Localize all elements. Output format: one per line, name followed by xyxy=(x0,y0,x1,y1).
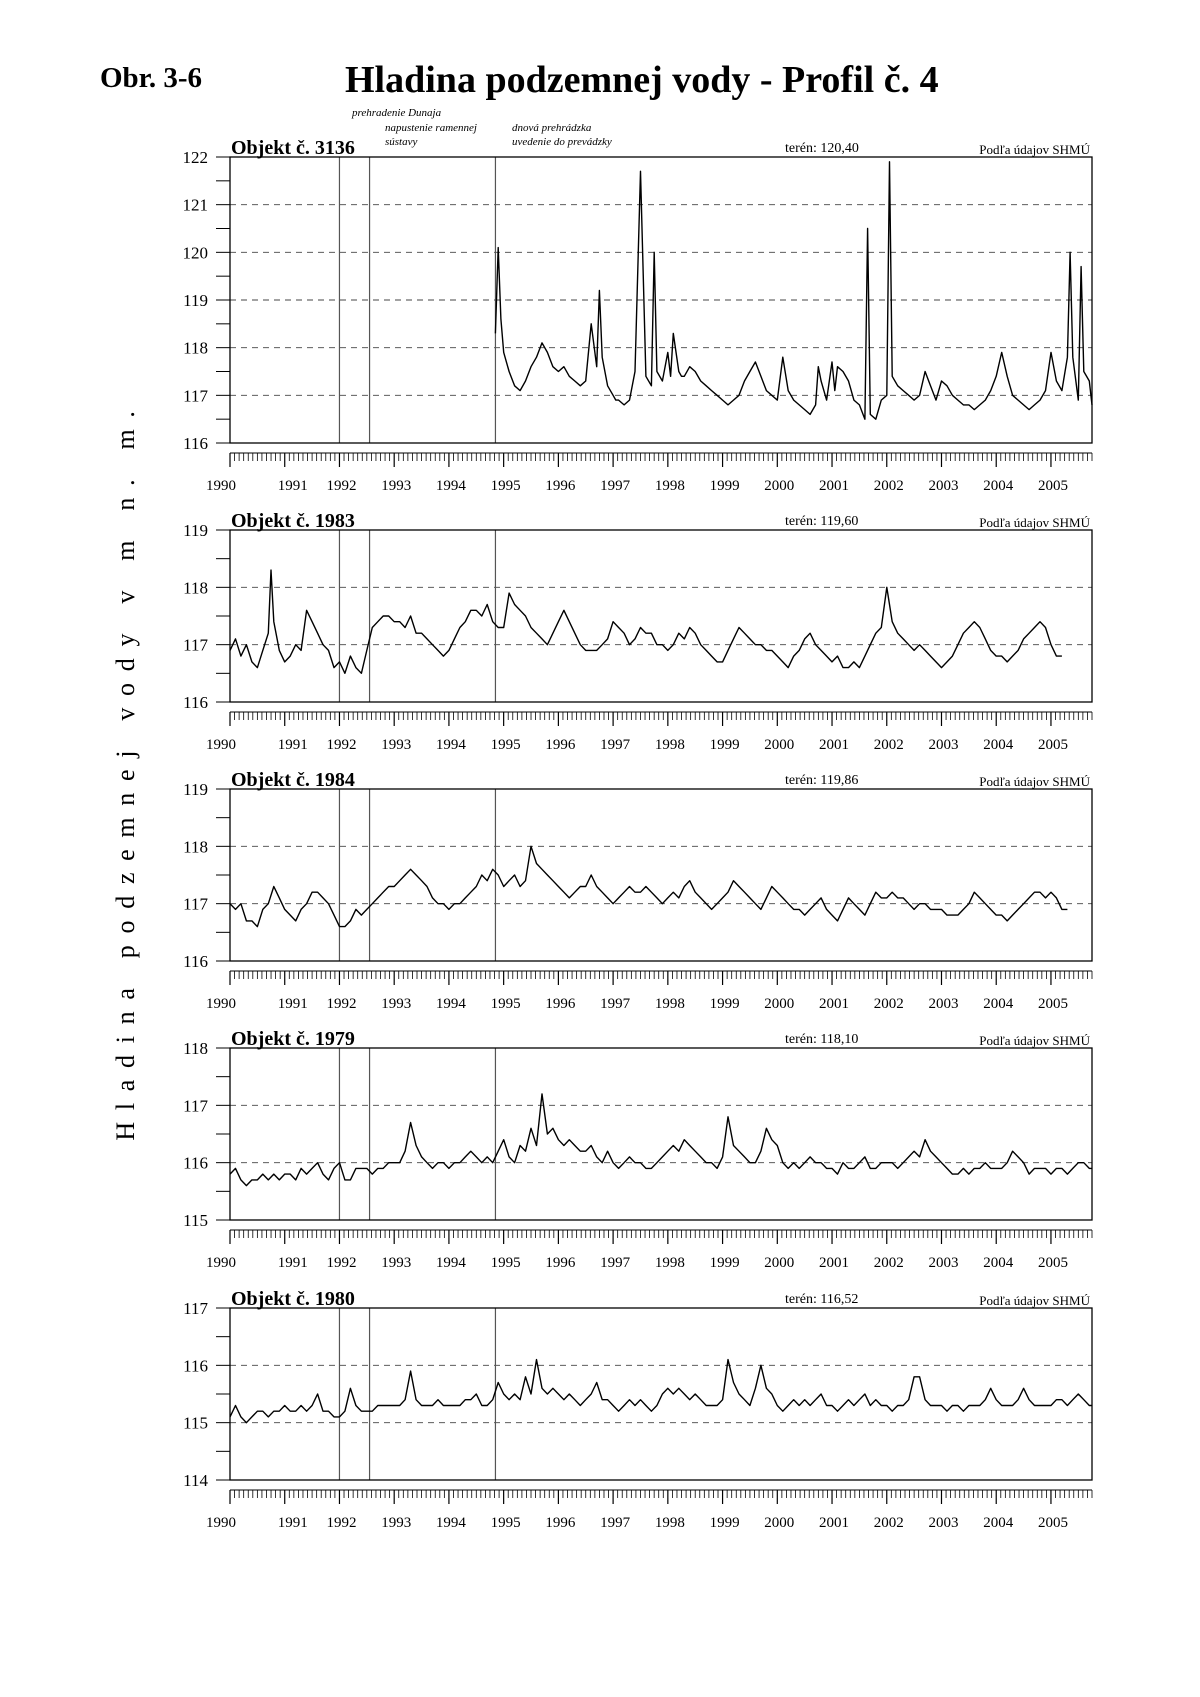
page-title: Hladina podzemnej vody - Profil č. 4 xyxy=(345,59,939,101)
event-label-prehradenie: prehradenie Dunaja xyxy=(352,107,442,119)
series-line xyxy=(230,1094,1092,1186)
y-tick-label: 115 xyxy=(183,1211,208,1230)
x-tick-label: 1999 xyxy=(709,996,740,1012)
y-tick-label: 117 xyxy=(183,1299,208,1318)
x-tick-label: 1997 xyxy=(600,478,631,494)
source-label: Podľa údajov SHMÚ xyxy=(979,1293,1090,1308)
chart-panel-1 xyxy=(183,137,1093,494)
event-label-dnova-2: uvedenie do prevádzky xyxy=(512,136,612,148)
x-tick-label: 1990 xyxy=(206,996,236,1012)
x-tick-label: 2001 xyxy=(819,478,850,494)
x-tick-label: 2005 xyxy=(1037,737,1068,753)
x-tick-label: 1995 xyxy=(490,1515,521,1531)
x-tick-label: 2000 xyxy=(764,737,795,753)
x-tick-label: 1996 xyxy=(545,996,576,1012)
x-tick-label: 2004 xyxy=(983,996,1014,1012)
terrain-label: terén: 116,52 xyxy=(785,1292,859,1307)
x-tick-label: 1990 xyxy=(206,1515,236,1531)
x-tick-label: 1997 xyxy=(600,1515,631,1531)
x-tick-label: 2000 xyxy=(764,1515,795,1531)
x-tick-label: 2002 xyxy=(873,1515,904,1531)
y-tick-label: 119 xyxy=(183,291,208,310)
x-tick-label: 1990 xyxy=(206,737,236,753)
x-tick-label: 2002 xyxy=(873,996,904,1012)
x-tick-label: 2004 xyxy=(983,1515,1014,1531)
x-tick-label: 2004 xyxy=(983,1255,1014,1271)
x-tick-label: 1997 xyxy=(600,1255,631,1271)
event-label-napustenie-1: napustenie ramennej xyxy=(385,122,477,134)
x-tick-label: 2000 xyxy=(764,478,795,494)
x-tick-label: 2002 xyxy=(873,478,904,494)
x-tick-label: 1993 xyxy=(381,737,412,753)
plot-frame xyxy=(230,789,1092,961)
y-tick-label: 116 xyxy=(183,1356,208,1376)
x-tick-label: 1996 xyxy=(545,1255,576,1271)
chart-panel-2 xyxy=(183,510,1092,753)
x-tick-label: 1993 xyxy=(381,1255,412,1271)
x-tick-label: 1991 xyxy=(277,1255,308,1271)
y-tick-label: 118 xyxy=(183,837,208,857)
x-tick-label: 1993 xyxy=(381,1515,412,1531)
x-tick-label: 2001 xyxy=(819,1255,850,1271)
y-axis-title: Hladina podzemnej vody v m n. m. xyxy=(111,399,140,1141)
x-tick-label: 2003 xyxy=(928,737,959,753)
terrain-label: terén: 119,60 xyxy=(785,514,859,529)
x-tick-label: 1993 xyxy=(381,996,412,1012)
x-tick-label: 1998 xyxy=(654,478,685,494)
x-tick-label: 1999 xyxy=(709,737,740,753)
event-label-napustenie-2: sústavy xyxy=(385,136,418,148)
x-tick-label: 1997 xyxy=(600,996,631,1012)
x-tick-label: 1994 xyxy=(435,1515,466,1531)
x-tick-label: 1996 xyxy=(545,478,576,494)
y-tick-label: 115 xyxy=(183,1413,208,1433)
x-tick-label: 1995 xyxy=(490,478,521,494)
y-tick-label: 119 xyxy=(183,780,208,799)
x-tick-label: 1998 xyxy=(654,737,685,753)
y-tick-label: 116 xyxy=(183,952,208,971)
x-tick-label: 1994 xyxy=(435,1255,466,1271)
x-tick-label: 1994 xyxy=(435,478,466,494)
x-tick-label: 2003 xyxy=(928,996,959,1012)
x-tick-label: 1993 xyxy=(381,478,412,494)
plot-frame xyxy=(230,530,1092,702)
x-tick-label: 2005 xyxy=(1037,1515,1068,1531)
x-tick-label: 1991 xyxy=(277,737,308,753)
terrain-label: terén: 119,86 xyxy=(785,773,859,788)
x-tick-label: 1992 xyxy=(326,478,357,494)
panel-title: Objekt č. 1983 xyxy=(231,510,355,532)
x-tick-label: 1990 xyxy=(206,478,236,494)
x-tick-label: 1997 xyxy=(600,737,631,753)
x-tick-label: 1994 xyxy=(435,996,466,1012)
source-label: Podľa údajov SHMÚ xyxy=(979,774,1090,789)
x-tick-label: 2005 xyxy=(1037,478,1068,494)
terrain-label: terén: 120,40 xyxy=(785,141,859,156)
x-tick-label: 1990 xyxy=(206,1255,236,1271)
y-tick-label: 118 xyxy=(183,338,208,358)
y-tick-label: 116 xyxy=(183,434,208,453)
event-annotations xyxy=(351,107,612,148)
y-tick-label: 116 xyxy=(183,693,208,712)
x-tick-label: 1992 xyxy=(326,996,357,1012)
chart-panel-4 xyxy=(183,1028,1092,1271)
y-tick-label: 118 xyxy=(183,1039,208,1058)
x-tick-label: 2001 xyxy=(819,996,850,1012)
x-tick-label: 1992 xyxy=(326,737,357,753)
x-tick-label: 1999 xyxy=(709,1255,740,1271)
panel-title: Objekt č. 1979 xyxy=(231,1028,355,1050)
figure-label: Obr. 3-6 xyxy=(100,62,203,94)
x-tick-label: 2004 xyxy=(983,478,1014,494)
x-tick-label: 2000 xyxy=(764,1255,795,1271)
series-line xyxy=(230,570,1062,673)
x-tick-label: 2002 xyxy=(873,1255,904,1271)
x-tick-label: 1991 xyxy=(277,1515,308,1531)
source-label: Podľa údajov SHMÚ xyxy=(979,1033,1090,1048)
panel-title: Objekt č. 3136 xyxy=(231,137,355,159)
x-tick-label: 1999 xyxy=(709,1515,740,1531)
x-tick-label: 2000 xyxy=(764,996,795,1012)
chart-panel-5 xyxy=(183,1288,1092,1531)
y-tick-label: 116 xyxy=(183,1153,208,1173)
y-tick-label: 117 xyxy=(183,1096,208,1116)
x-tick-label: 2003 xyxy=(928,478,959,494)
y-tick-label: 119 xyxy=(183,521,208,540)
x-tick-label: 1992 xyxy=(326,1515,357,1531)
y-tick-label: 114 xyxy=(183,1471,208,1490)
x-tick-label: 1995 xyxy=(490,1255,521,1271)
x-tick-label: 1995 xyxy=(490,737,521,753)
x-tick-label: 2001 xyxy=(819,737,850,753)
event-label-dnova-1: dnová prehrádzka xyxy=(512,122,592,134)
source-label: Podľa údajov SHMÚ xyxy=(979,515,1090,530)
x-tick-label: 1995 xyxy=(490,996,521,1012)
y-tick-label: 121 xyxy=(182,195,208,215)
series-line xyxy=(495,162,1092,419)
x-tick-label: 1991 xyxy=(277,478,308,494)
x-tick-label: 2003 xyxy=(928,1255,959,1271)
panel-title: Objekt č. 1984 xyxy=(231,769,355,791)
source-label: Podľa údajov SHMÚ xyxy=(979,142,1090,157)
x-tick-label: 1999 xyxy=(709,478,740,494)
x-tick-label: 2003 xyxy=(928,1515,959,1531)
x-tick-label: 1991 xyxy=(277,996,308,1012)
x-tick-label: 1996 xyxy=(545,737,576,753)
series-line xyxy=(230,846,1067,926)
x-tick-label: 1998 xyxy=(654,1255,685,1271)
x-tick-label: 2002 xyxy=(873,737,904,753)
y-tick-label: 117 xyxy=(183,386,208,406)
x-tick-label: 2005 xyxy=(1037,1255,1068,1271)
x-tick-label: 1998 xyxy=(654,996,685,1012)
plot-frame xyxy=(230,1308,1092,1480)
x-tick-label: 2005 xyxy=(1037,996,1068,1012)
panel-title: Objekt č. 1980 xyxy=(231,1288,355,1310)
terrain-label: terén: 118,10 xyxy=(785,1032,859,1047)
plot-frame xyxy=(230,1048,1092,1220)
x-tick-label: 1994 xyxy=(435,737,466,753)
y-tick-label: 118 xyxy=(183,578,208,598)
x-tick-label: 1992 xyxy=(326,1255,357,1271)
y-tick-label: 117 xyxy=(183,635,208,655)
x-tick-label: 1996 xyxy=(545,1515,576,1531)
y-tick-label: 122 xyxy=(182,148,208,167)
x-tick-label: 1998 xyxy=(654,1515,685,1531)
chart-panel-3 xyxy=(183,769,1092,1012)
x-tick-label: 2004 xyxy=(983,737,1014,753)
y-tick-label: 120 xyxy=(182,243,208,263)
x-tick-label: 2001 xyxy=(819,1515,850,1531)
series-line xyxy=(230,1360,1092,1423)
y-tick-label: 117 xyxy=(183,894,208,914)
